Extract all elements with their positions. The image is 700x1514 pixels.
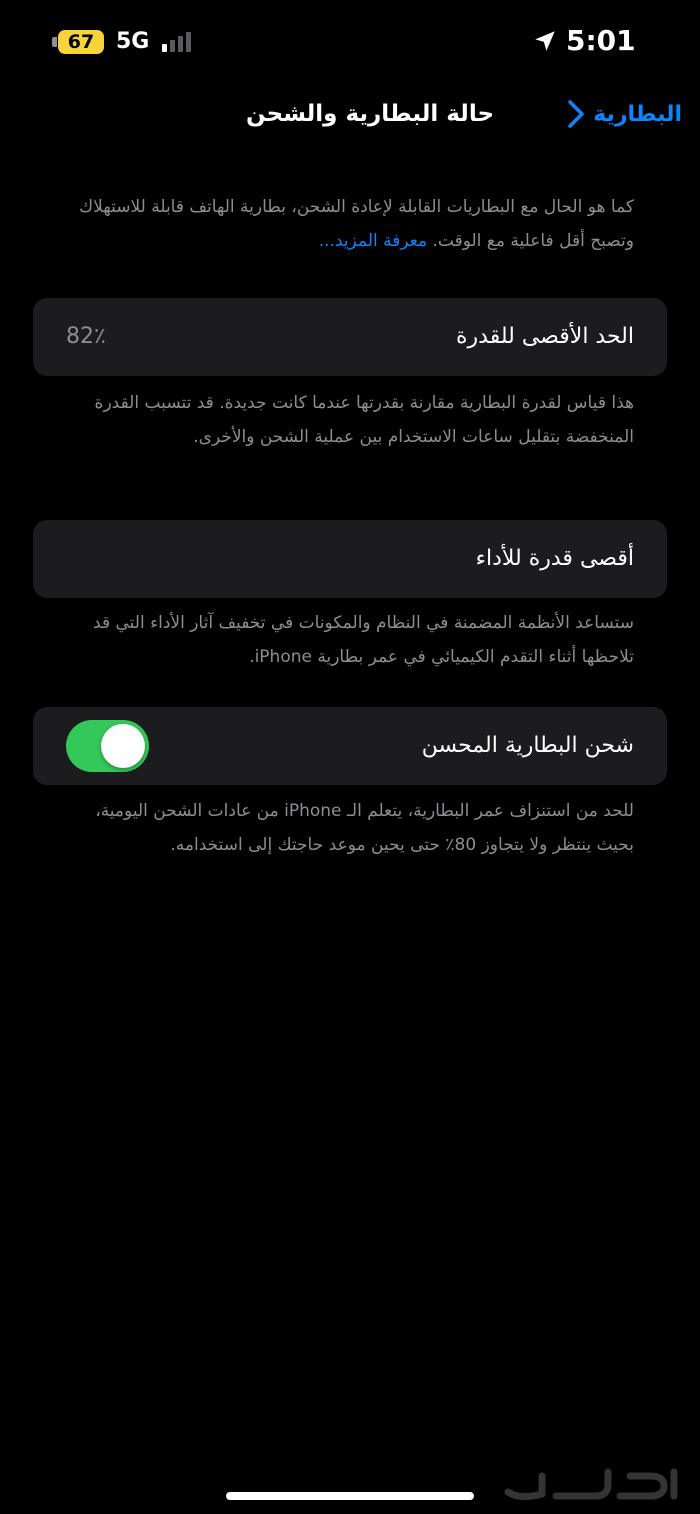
max-capacity-cell bbox=[33, 298, 667, 376]
home-indicator[interactable] bbox=[226, 1492, 474, 1500]
optimized-charging-toggle[interactable] bbox=[66, 720, 149, 772]
peak-performance-label: أقصى قدرة للأداء bbox=[475, 546, 634, 571]
page-title: حالة البطارية والشحن bbox=[245, 101, 495, 127]
intro-text bbox=[66, 190, 634, 258]
back-button-label: البطارية bbox=[593, 101, 682, 127]
back-button[interactable] bbox=[567, 96, 682, 132]
battery-indicator bbox=[52, 30, 104, 54]
signal-bars-icon bbox=[162, 32, 198, 52]
battery-level: 67 bbox=[58, 30, 104, 54]
network-type: 5G bbox=[116, 29, 150, 54]
battery-cap bbox=[52, 37, 57, 47]
max-capacity-value: 82٪ bbox=[66, 324, 106, 349]
status-bar bbox=[0, 0, 700, 80]
peak-performance-cell bbox=[33, 520, 667, 598]
max-capacity-footer: هذا قياس لقدرة البطارية مقارنة بقدرتها عندما كانت جديدة. قد تتسبب القدرة المنخفضة بتقليل ساعات الاستخدام بين عملية الشحن والأخرى. bbox=[94, 393, 634, 447]
location-arrow-icon bbox=[532, 28, 558, 54]
optimized-charging-label: شحن البطارية المحسن bbox=[421, 733, 634, 758]
optimized-charging-footer: للحد من استنزاف عمر البطارية، يتعلم الـ iPhone من عادات الشحن اليومية، بحيث ينتظر ولا يتجاوز 80٪ حتى يحين موعد حاجتك إلى استخدامه. bbox=[95, 801, 634, 855]
clock-time: 5:01 bbox=[566, 24, 636, 57]
max-capacity-label: الحد الأقصى للقدرة bbox=[456, 324, 634, 349]
peak-performance-footer: ستساعد الأنظمة المضمنة في النظام والمكونات في تخفيف آثار الأداء التي قد تلاحظها أثناء التقدم الكيميائي في عمر بطارية iPhone. bbox=[93, 613, 634, 667]
chevron-right-icon bbox=[567, 99, 585, 129]
intro-description: كما هو الحال مع البطاريات القابلة لإعادة الشحن، بطارية الهاتف قابلة للاستهلاك وتصبح أقل فاعلية مع الوقت. bbox=[79, 197, 634, 251]
toggle-knob bbox=[101, 724, 145, 768]
optimized-charging-cell bbox=[33, 707, 667, 785]
learn-more-link[interactable]: معرفة المزيد... bbox=[318, 231, 428, 251]
haraj-logo bbox=[500, 1462, 690, 1508]
